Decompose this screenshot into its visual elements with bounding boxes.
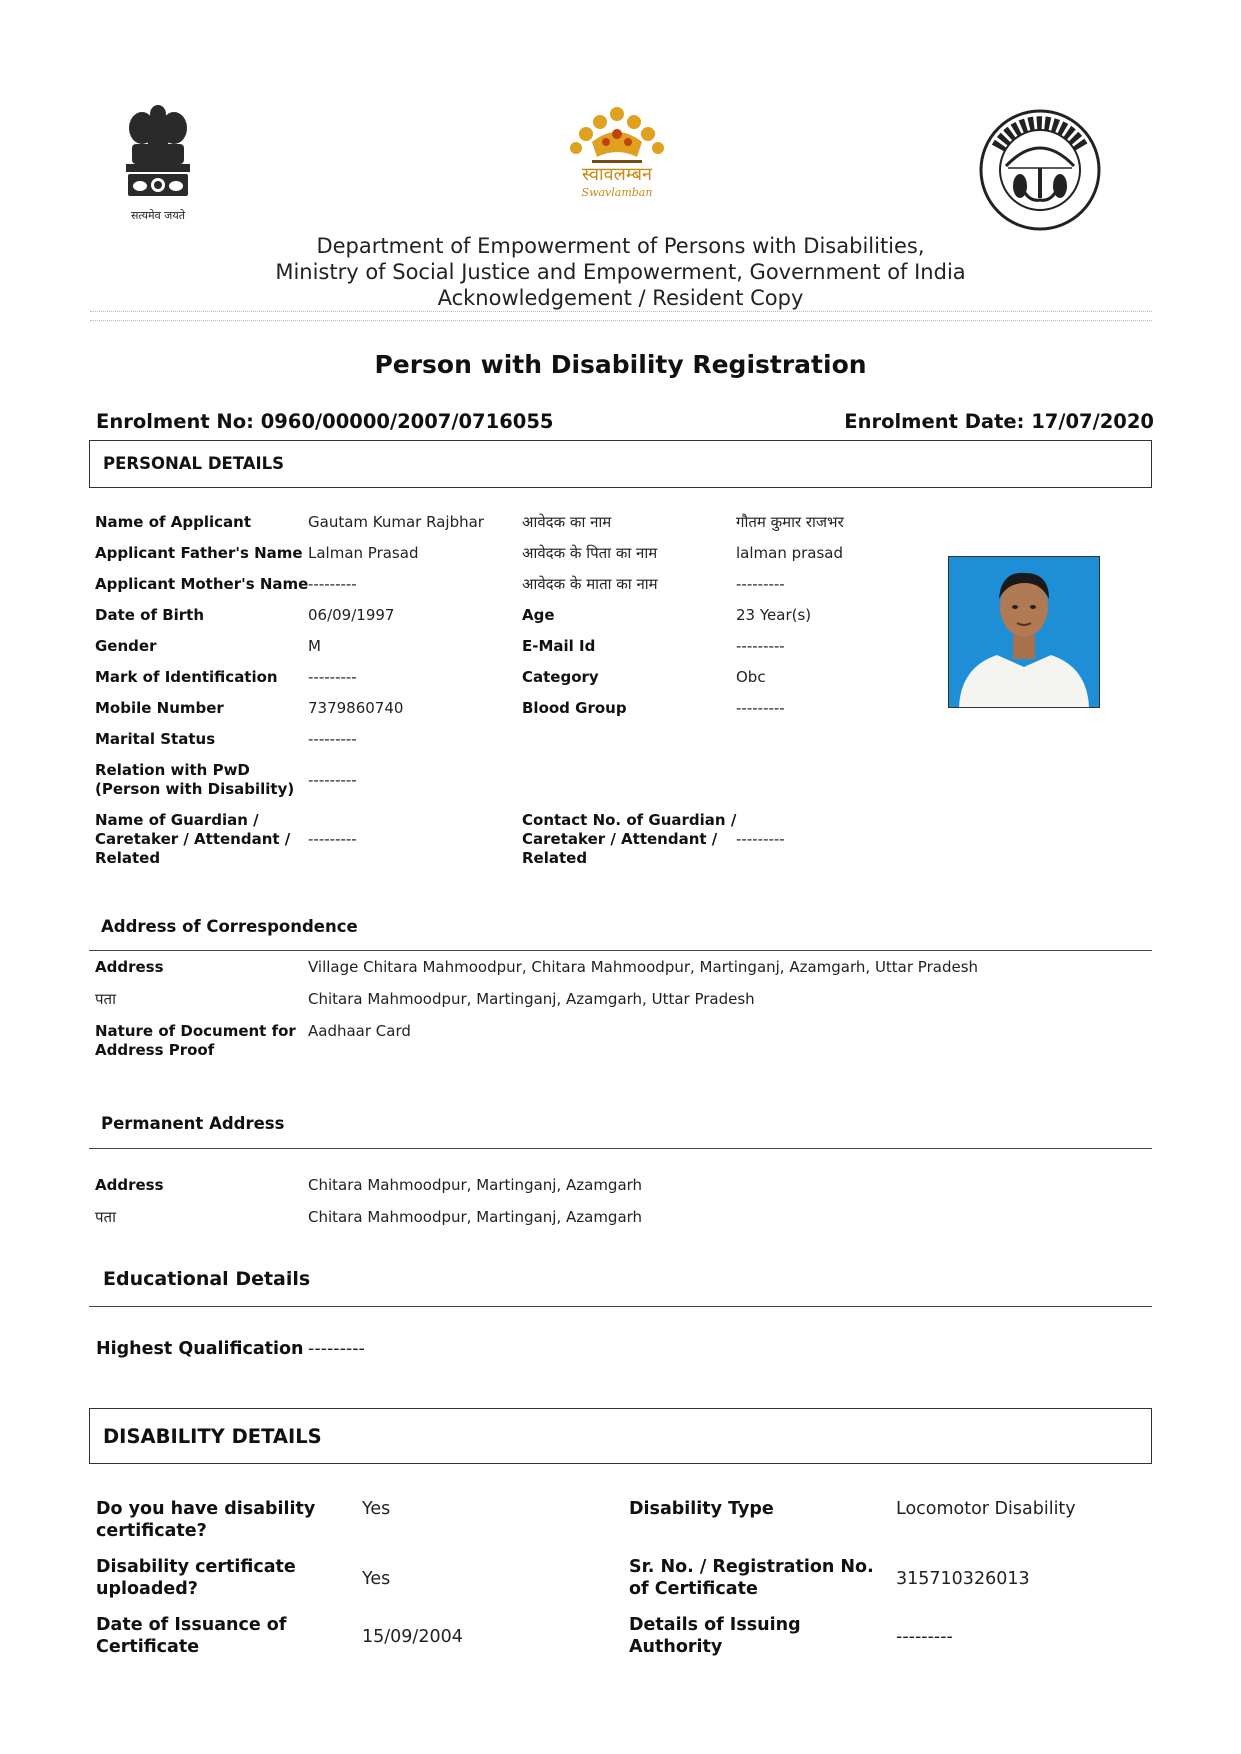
enrolment-date: Enrolment Date: 17/07/2020 [844,410,1154,433]
header-divider [90,311,1152,312]
father-name-hindi-value: lalman prasad [736,544,844,562]
copy-type-line: Acknowledgement / Resident Copy [437,286,804,310]
dob-label: Date of Birth [95,606,205,624]
marital-status-value: --------- [308,730,357,748]
department-line: Department of Empowerment of Persons with Disabilities, [316,234,925,258]
certificate-uploaded-label [96,1556,296,1600]
relation-value: --------- [308,771,357,789]
disability-certificate-label-line2: certificate? [96,1521,207,1541]
disability-certificate-label-line1: Do you have disability [96,1499,316,1519]
issuance-date-label-line1: Date of Issuance of [96,1615,287,1635]
category-label: Category [522,668,599,686]
education-rule [89,1306,1152,1307]
swavlamban-logo [562,102,672,202]
permanent-address-hindi-value: Chitara Mahmoodpur, Martinganj, Azamgarh [308,1208,643,1226]
issuing-authority-label [629,1614,801,1658]
mobile-label: Mobile Number [95,699,224,717]
age-label: Age [522,606,555,624]
relation-label-line1: Relation with PwD [95,761,250,779]
national-emblem-logo [118,100,198,224]
identification-mark-value: --------- [308,668,357,686]
disability-certificate-label [96,1498,315,1542]
correspondence-heading: Address of Correspondence [101,917,358,936]
svg-text:Swavlamban: Swavlamban [581,186,653,199]
correspondence-address-label: Address [95,958,164,976]
gender-label: Gender [95,637,157,655]
mother-name-hindi-value: --------- [736,575,785,593]
relation-label-line2: (Person with Disability) [95,780,295,798]
father-name-label: Applicant Father's Name [95,544,303,562]
guardian-name-label-line1: Name of Guardian / [95,811,259,829]
correspondence-address-hindi-value: Chitara Mahmoodpur, Martinganj, Azamgarh, Uttar Pradesh [308,990,755,1008]
permanent-address-label: Address [95,1176,164,1194]
emblem-caption: सत्यमेव जयते [130,209,185,222]
address-proof-label [95,1022,296,1060]
correspondence-address-value: Village Chitara Mahmoodpur, Chitara Mahmoodpur, Martinganj, Azamgarh, Uttar Pradesh [308,958,979,976]
guardian-contact-label [522,811,736,868]
relation-label [95,761,294,799]
identification-mark-label: Mark of Identification [95,668,278,686]
correspondence-address-hindi-label: पता [95,990,116,1008]
permanent-address-hindi-label: पता [95,1208,116,1226]
personal-details-heading: PERSONAL DETAILS [103,454,285,473]
correspondence-rule [89,950,1152,951]
certificate-number-label [629,1556,874,1600]
guardian-contact-value: --------- [736,830,785,848]
name-hindi-value: गौतम कुमार राजभर [736,513,844,531]
category-value: Obc [736,668,766,686]
age-value: 23 Year(s) [736,606,812,624]
issuing-authority-label-line2: Authority [629,1637,723,1657]
marital-status-label: Marital Status [95,730,216,748]
education-heading: Educational Details [103,1268,311,1290]
permanent-address-value: Chitara Mahmoodpur, Martinganj, Azamgarh [308,1176,643,1194]
father-name-hindi-label: आवेदक के पिता का नाम [522,544,658,562]
certificate-uploaded-label-line2: uploaded? [96,1579,198,1599]
highest-qualification-label: Highest Qualification [96,1339,304,1359]
guardian-contact-label-line1: Contact No. of Guardian / [522,811,737,829]
permanent-address-heading: Permanent Address [101,1114,285,1133]
disability-details-heading: DISABILITY DETAILS [103,1425,322,1448]
applicant-photo [948,556,1100,708]
mother-name-value: --------- [308,575,357,593]
header-divider-2 [90,320,1152,321]
guardian-name-label [95,811,290,868]
certificate-number-label-line1: Sr. No. / Registration No. [629,1557,874,1577]
issuance-date-label [96,1614,286,1658]
disability-certificate-value: Yes [362,1499,391,1519]
address-proof-label-line2: Address Proof [95,1041,215,1059]
disability-type-value: Locomotor Disability [896,1499,1076,1519]
certificate-number-value: 315710326013 [896,1569,1030,1589]
enrolment-number: Enrolment No: 0960/00000/2007/0716055 [96,410,554,433]
certificate-uploaded-label-line1: Disability certificate [96,1557,296,1577]
certificate-number-label-line2: of Certificate [629,1579,758,1599]
blood-group-value: --------- [736,699,785,717]
email-value: --------- [736,637,785,655]
gender-value: M [308,637,321,655]
up-government-seal-logo [978,108,1102,232]
issuing-authority-value: --------- [896,1627,953,1647]
page-title: Person with Disability Registration [374,350,867,379]
certificate-uploaded-value: Yes [362,1569,391,1589]
guardian-name-label-line2: Caretaker / Attendant / [95,830,291,848]
mother-name-hindi-label: आवेदक के माता का नाम [522,575,658,593]
issuance-date-label-line2: Certificate [96,1637,200,1657]
highest-qualification-value: --------- [308,1339,365,1359]
guardian-name-value: --------- [308,830,357,848]
permanent-address-rule [89,1148,1152,1149]
email-label: E-Mail Id [522,637,596,655]
disability-type-label: Disability Type [629,1499,774,1519]
address-proof-label-line1: Nature of Document for [95,1022,296,1040]
personal-details-header [89,440,1152,488]
disability-details-header [89,1408,1152,1464]
name-hindi-label: आवेदक का नाम [522,513,612,531]
mobile-value: 7379860740 [308,699,404,717]
ministry-line: Ministry of Social Justice and Empowerment, Government of India [275,260,966,284]
dob-value: 06/09/1997 [308,606,395,624]
guardian-contact-label-line2: Caretaker / Attendant / [522,830,718,848]
blood-group-label: Blood Group [522,699,627,717]
mother-name-label: Applicant Mother's Name [95,575,309,593]
svg-text:स्वावलम्बन: स्वावलम्बन [581,164,653,185]
address-proof-value: Aadhaar Card [308,1022,411,1040]
issuing-authority-label-line1: Details of Issuing [629,1615,801,1635]
name-value: Gautam Kumar Rajbhar [308,513,484,531]
guardian-name-label-line3: Related [95,849,161,867]
issuance-date-value: 15/09/2004 [362,1627,463,1647]
father-name-value: Lalman Prasad [308,544,419,562]
name-label: Name of Applicant [95,513,251,531]
guardian-contact-label-line3: Related [522,849,588,867]
